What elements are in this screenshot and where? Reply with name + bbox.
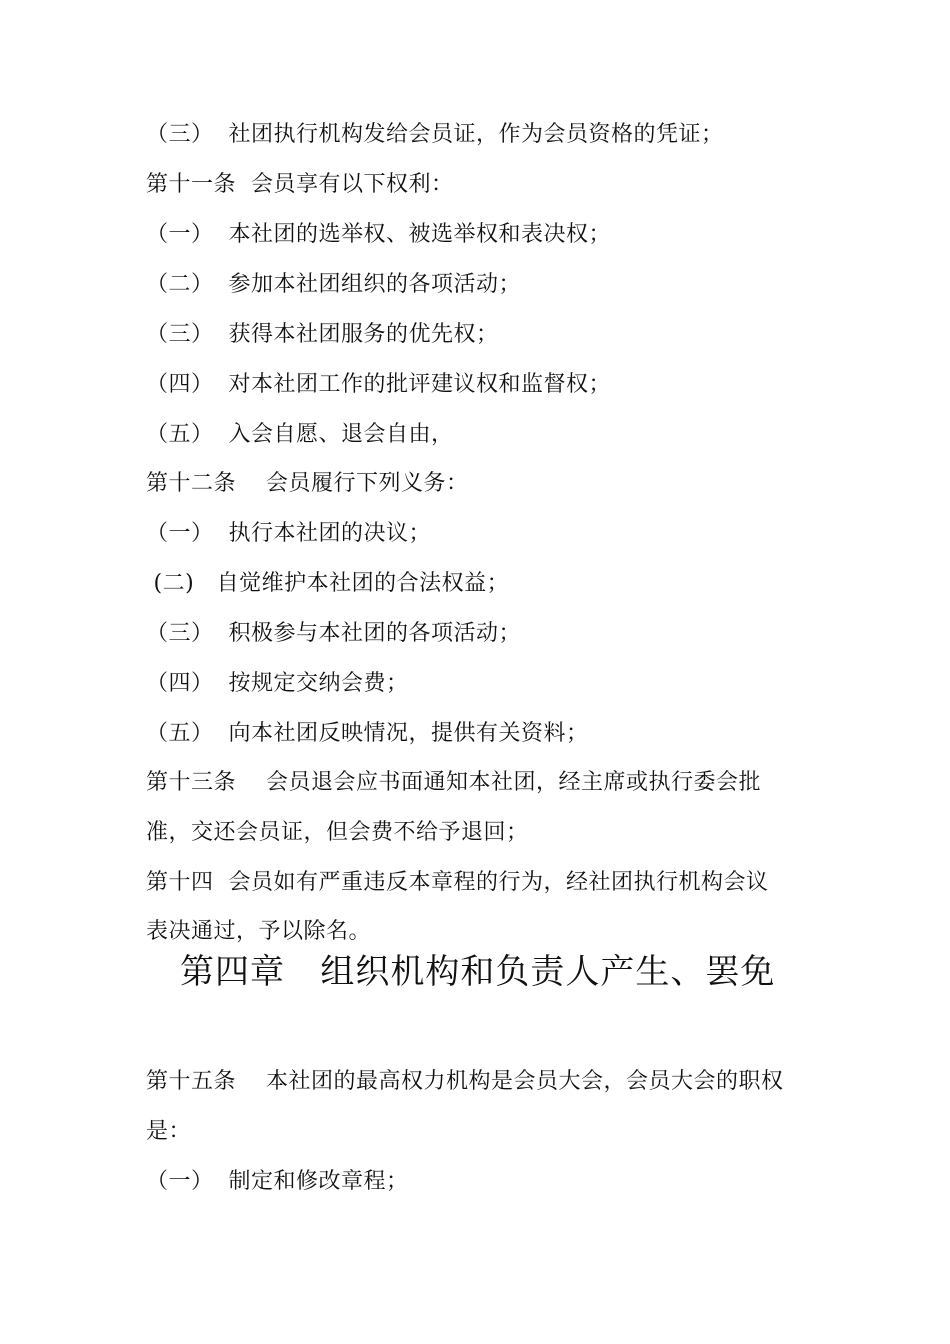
article-14-line-2: 表决通过，予以除名。	[146, 919, 372, 944]
article-12-title: 第十二条 会员履行下列义务：	[146, 471, 469, 496]
right-item-2: （二） 参加本社团组织的各项活动；	[146, 272, 521, 297]
article-11-title: 第十一条 会员享有以下权利：	[146, 172, 454, 197]
duty-item-3: （三） 积极参与本社团的各项活动；	[146, 621, 521, 646]
article-15-line-1: 第十五条 本社团的最高权力机构是会员大会，会员大会的职权	[146, 1069, 784, 1094]
right-item-3: （三） 获得本社团服务的优先权；	[146, 322, 499, 347]
chapter-heading: 第四章 组织机构和负责人产生、罢免	[180, 952, 776, 992]
right-item-4: （四） 对本社团工作的批评建议权和监督权；	[146, 372, 611, 397]
article-13-line-2: 准，交还会员证，但会费不给予退回；	[146, 820, 529, 845]
duty-item-1: （一） 执行本社团的决议；	[146, 521, 431, 546]
article-15-line-2: 是：	[146, 1119, 192, 1144]
article-13-line-1: 第十三条 会员退会应书面通知本社团，经主席或执行委会批	[146, 770, 761, 795]
duty-item-2: (二) 自觉维护本社团的合法权益；	[146, 571, 510, 596]
right-item-1: （一） 本社团的选举权、被选举权和表决权；	[146, 222, 611, 247]
item-issue-member-card: （三） 社团执行机构发给会员证，作为会员资格的凭证；	[146, 122, 724, 147]
right-item-5: （五） 入会自愿、退会自由，	[146, 422, 454, 447]
power-item-1: （一） 制定和修改章程；	[146, 1169, 409, 1194]
article-14-line-1: 第十四 会员如有严重违反本章程的行为，经社团执行机构会议	[146, 870, 769, 895]
duty-item-5: （五） 向本社团反映情况，提供有关资料；	[146, 721, 589, 746]
duty-item-4: （四） 按规定交纳会费；	[146, 671, 409, 696]
